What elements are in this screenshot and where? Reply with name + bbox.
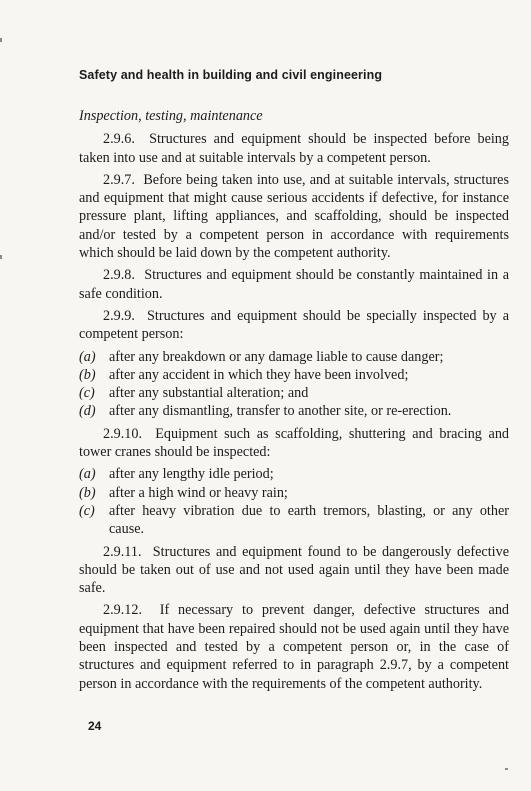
list-marker: (a) bbox=[79, 348, 96, 365]
list-item bbox=[79, 348, 509, 366]
paragraph-number: 2.9.12. bbox=[103, 602, 143, 619]
list-marker: (d) bbox=[79, 403, 96, 420]
list-marker: (c) bbox=[79, 502, 95, 519]
paragraph-text: Structures and equipment should be specially inspected by a competent person: bbox=[79, 307, 509, 343]
list-item-text: after a high wind or heavy rain; bbox=[109, 484, 288, 501]
list-marker: (a) bbox=[79, 466, 96, 483]
paragraph-text: Before being taken into use, and at suitable intervals, structures and equipment that might cause serious accidents if defective, for instance pressure plant, lifting appliances, and scaffolding, should be inspected and/or tested by a competent person in accordance with requirements which should be laid down by the competent authority. bbox=[79, 171, 510, 262]
scan-mark-left-mid bbox=[0, 255, 2, 259]
list-item bbox=[79, 402, 509, 420]
section-heading: Inspection, testing, maintenance bbox=[79, 108, 263, 124]
list-item-text: after any lengthy idle period; bbox=[109, 466, 274, 483]
paragraph-number: 2.9.11. bbox=[103, 543, 142, 560]
paragraph-2-9-11 bbox=[79, 543, 509, 598]
paragraph-text: If necessary to prevent danger, defective structures and equipment that have been repaired should not be used again until they have been inspected and tested by a competent person or, in the case of structures and equipment referred to in paragraph 2.9.7, by a competent person in accordance with the requirements of the competent authority. bbox=[79, 602, 510, 692]
list-item bbox=[79, 384, 509, 402]
paragraph-2-9-10 bbox=[79, 425, 509, 462]
list-2-9-9 bbox=[79, 348, 509, 421]
paragraph-number: 2.9.10. bbox=[103, 425, 143, 442]
paragraph-number: 2.9.9. bbox=[103, 307, 135, 324]
scan-mark-left-top bbox=[0, 38, 2, 42]
list-item bbox=[79, 366, 509, 384]
page-number: 24 bbox=[88, 719, 102, 733]
paragraph-number: 2.9.7. bbox=[103, 171, 135, 188]
paragraph-2-9-12 bbox=[79, 601, 509, 692]
list-item-text: after any dismantling, transfer to another site, or re-erection. bbox=[109, 403, 452, 420]
body-text bbox=[79, 107, 509, 697]
list-marker: (b) bbox=[79, 366, 96, 383]
paragraph-text: Structures and equipment should be constantly maintained in a safe condition. bbox=[79, 267, 510, 302]
list-item-text: after any accident in which they have been involved; bbox=[109, 366, 409, 383]
list-marker: (b) bbox=[79, 484, 96, 501]
paragraph-text: Structures and equipment should be inspected before being taken into use and at suitable intervals by a competent person. bbox=[79, 131, 509, 166]
paragraph-text: Structures and equipment found to be dangerously defective should be taken out of use and not used again until they have been made safe. bbox=[79, 543, 509, 597]
paragraph-number: 2.9.8. bbox=[103, 267, 135, 284]
paragraph-2-9-6 bbox=[79, 130, 509, 167]
list-item-text: after any substantial alteration; and bbox=[109, 385, 309, 402]
paragraph-2-9-7 bbox=[79, 171, 509, 262]
scan-mark-bottom-right bbox=[505, 768, 508, 770]
paragraph-2-9-9 bbox=[79, 307, 509, 344]
list-item-text: after heavy vibration due to earth tremors, blasting, or any other cause. bbox=[109, 502, 509, 538]
paragraph-text: Equipment such as scaffolding, shuttering and bracing and tower cranes should be inspected: bbox=[79, 425, 510, 461]
list-item bbox=[79, 465, 509, 483]
list-item-text: after any breakdown or any damage liable to cause danger; bbox=[109, 348, 444, 365]
paragraph-number: 2.9.6. bbox=[103, 131, 135, 148]
list-item bbox=[79, 502, 509, 539]
list-marker: (c) bbox=[79, 385, 95, 402]
list-2-9-10 bbox=[79, 465, 509, 538]
paragraph-2-9-8 bbox=[79, 266, 509, 303]
running-title: Safety and health in building and civil engineering bbox=[79, 68, 383, 82]
list-item bbox=[79, 484, 509, 502]
